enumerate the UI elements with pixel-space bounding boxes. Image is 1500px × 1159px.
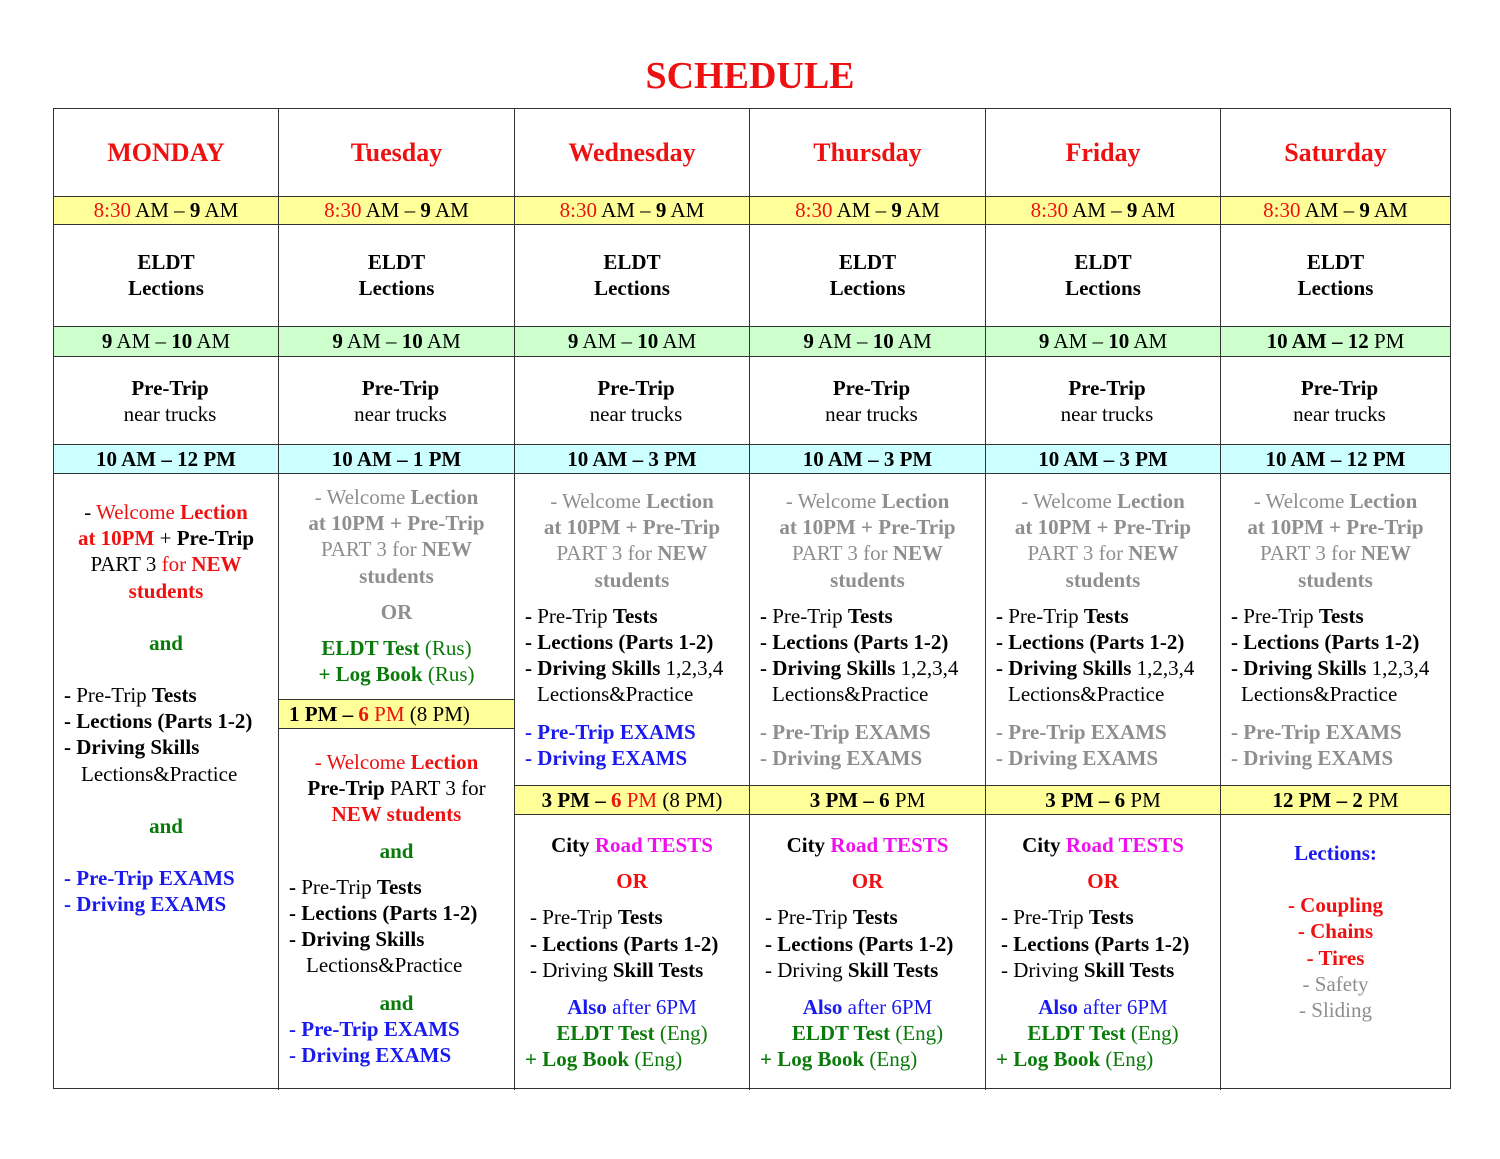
time-slot-third: 10 AM – 3 PM	[1038, 447, 1168, 471]
eldt-lections-block: ELDT Lections	[594, 250, 670, 301]
pretrip-block: Pre-Trip near trucks	[123, 376, 217, 427]
time-slot-morning: 8:30 AM – 9 AM	[795, 198, 940, 222]
pretrip-block: Pre-Trip near trucks	[825, 376, 918, 427]
eldt-lections-block: ELDT Lections	[1065, 250, 1141, 301]
time-slot-afternoon: 3 PM – 6 PM	[809, 788, 926, 812]
time-slot-morning: 8:30 AM – 9 AM	[1030, 198, 1176, 222]
tuesday-morning-body: - Welcome Lection at 10PM + Pre-Trip PART 3 for NEW students OR ELDT Test (Rus) + Log Book (Rus)	[308, 485, 485, 687]
eldt-lections-block: ELDT Lections	[358, 250, 435, 301]
pretrip-block: Pre-Trip near trucks	[1293, 376, 1386, 427]
time-slot-morning: 8:30 AM – 9 AM	[93, 198, 239, 222]
pretrip-block: Pre-Trip near trucks	[354, 376, 447, 427]
time-slot-morning: 8:30 AM – 9 AM	[559, 198, 705, 222]
wednesday-morning-body: - Welcome Lection at 10PM + Pre-Trip PART 3 for NEW students - Pre-Trip Tests - Lections (Parts 1-2) - Driving Skills 1,2,3,4 Lections&Practice - Pre-Trip EXAMS - Driving EXAMS	[525, 489, 724, 770]
pretrip-block: Pre-Trip near trucks	[1060, 376, 1154, 427]
time-slot-second: 9 AM – 10 AM	[332, 329, 461, 353]
day-header-tuesday: Tuesday	[350, 138, 443, 167]
eldt-lections-block: ELDT Lections	[128, 250, 204, 301]
eldt-lections-block: ELDT Lections	[829, 250, 906, 301]
time-slot-afternoon: 12 PM – 2 PM	[1272, 788, 1399, 812]
eldt-lections-block: ELDT Lections	[1297, 250, 1374, 301]
saturday-morning-body: - Welcome Lection at 10PM + Pre-Trip PART 3 for NEW students - Pre-Trip Tests - Lections (Parts 1-2) - Driving Skills 1,2,3,4 Lections&Practice - Pre-Trip EXAMS - Driving EXAMS	[1231, 489, 1430, 770]
thursday-afternoon-body: City Road TESTS OR - Pre-Trip Tests - Lections (Parts 1-2) - Driving Skill Tests Also after 6PM ELDT Test (Eng) + Log Book (Eng)	[760, 833, 954, 1072]
day-header-saturday: Saturday	[1284, 138, 1387, 167]
monday-body: - Welcome Lection at 10PM + Pre-Trip PART 3 for NEW students and - Pre-Trip Tests - Lections (Parts 1-2) - Driving Skills Lections&Practice and - Pre-Trip EXAMS - Driving EXAMS	[64, 500, 255, 917]
time-slot-morning: 8:30 AM – 9 AM	[1263, 198, 1408, 222]
time-slot-third: 10 AM – 3 PM	[567, 447, 697, 471]
time-slot-third: 10 AM – 3 PM	[802, 447, 933, 471]
day-header-friday: Friday	[1065, 138, 1141, 167]
time-slot-tuesday-afternoon: 1 PM – 6 PM (8 PM)	[289, 702, 470, 726]
friday-morning-body: - Welcome Lection at 10PM + Pre-Trip PART 3 for NEW students - Pre-Trip Tests - Lections (Parts 1-2) - Driving Skills 1,2,3,4 Lections&Practice - Pre-Trip EXAMS - Driving EXAMS	[996, 489, 1195, 770]
friday-afternoon-body: City Road TESTS OR - Pre-Trip Tests - Lections (Parts 1-2) - Driving Skill Tests Also after 6PM ELDT Test (Eng) + Log Book (Eng)	[996, 833, 1190, 1072]
tuesday-afternoon-body: - Welcome Lection Pre-Trip PART 3 for NEW students and - Pre-Trip Tests - Lections (Parts 1-2) - Driving Skills Lections&Practice and - Pre-Trip EXAMS - Driving EXAMS	[289, 750, 486, 1068]
time-slot-third: 10 AM – 12 PM	[1265, 447, 1406, 471]
time-slot-second: 9 AM – 10 AM	[567, 329, 697, 353]
time-slot-morning: 8:30 AM – 9 AM	[324, 198, 469, 222]
time-slot-second: 9 AM – 10 AM	[1038, 329, 1168, 353]
time-slot-second: 10 AM – 12 PM	[1266, 329, 1405, 353]
time-slot-third: 10 AM – 12 PM	[96, 447, 236, 471]
time-slot-second: 9 AM – 10 AM	[803, 329, 932, 353]
time-slot-second: 9 AM – 10 AM	[101, 329, 231, 353]
time-slot-third: 10 AM – 1 PM	[331, 447, 462, 471]
day-header-wednesday: Wednesday	[568, 138, 696, 167]
wednesday-afternoon-body: City Road TESTS OR - Pre-Trip Tests - Lections (Parts 1-2) - Driving Skill Tests Also after 6PM ELDT Test (Eng) + Log Book (Eng)	[525, 833, 719, 1072]
pretrip-block: Pre-Trip near trucks	[589, 376, 683, 427]
time-slot-afternoon: 3 PM – 6 PM (8 PM)	[541, 788, 723, 812]
day-header-thursday: Thursday	[813, 138, 922, 167]
saturday-afternoon-body: Lections: - Coupling - Chains - Tires - Safety - Sliding	[1287, 841, 1384, 1023]
time-slot-afternoon: 3 PM – 6 PM	[1045, 788, 1161, 812]
day-header-monday: MONDAY	[107, 138, 225, 167]
page-title: SCHEDULE	[645, 55, 855, 97]
thursday-morning-body: - Welcome Lection at 10PM + Pre-Trip PART 3 for NEW students - Pre-Trip Tests - Lections (Parts 1-2) - Driving Skills 1,2,3,4 Lections&Practice - Pre-Trip EXAMS - Driving EXAMS	[760, 489, 959, 770]
